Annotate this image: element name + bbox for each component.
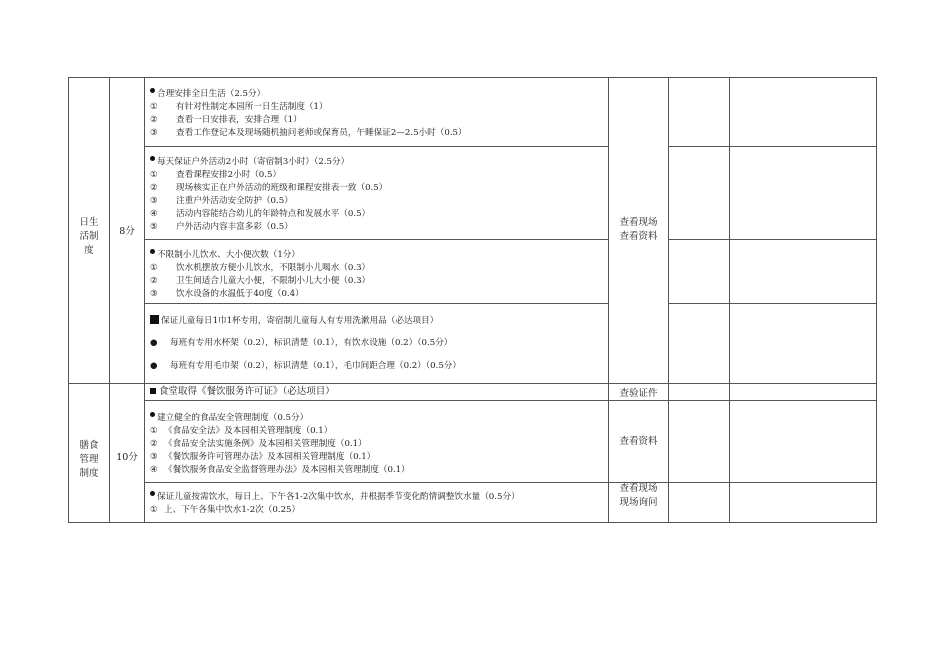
category-meal-management bbox=[69, 439, 109, 481]
table-border-bottom bbox=[68, 522, 877, 523]
item-title: 保证儿童每日1巾1杯专用，寄宿制儿童每人有专用洗漱用品（必达项目） bbox=[161, 316, 439, 326]
item-line: 卫生间适合儿童大小便，不限制小儿大小便（0.3） bbox=[176, 276, 371, 286]
item-line: 每班有专用毛巾架（0.2），标识清楚（0.1），毛巾间距合理（0.2）（0.5分） bbox=[170, 361, 461, 371]
item-number: ① bbox=[150, 505, 158, 515]
bullet-icon bbox=[150, 412, 155, 417]
item-number: ① bbox=[150, 263, 158, 273]
item-number: ④ bbox=[150, 465, 158, 475]
item-number: ⑤ bbox=[150, 222, 158, 232]
score-daily-schedule: 8分 bbox=[119, 226, 135, 237]
item-line: 《食品安全法实施条例》及本园相关管理制度（0.1） bbox=[164, 439, 367, 449]
item-outdoor-activity bbox=[150, 156, 605, 234]
row-divider-1a bbox=[144, 146, 608, 147]
item-line: 上、下午各集中饮水1-2次（0.25） bbox=[164, 505, 301, 515]
table-border-right bbox=[876, 77, 877, 523]
table-border-top bbox=[68, 77, 877, 78]
item-number: ④ bbox=[150, 209, 158, 219]
col-divider-5 bbox=[729, 77, 730, 523]
item-number: ① bbox=[150, 426, 158, 436]
item-line: 《餐饮服务许可管理办法》及本园相关管理制度（0.1） bbox=[164, 452, 376, 462]
item-title: 保证儿童按需饮水，每日上、下午各1-2次集中饮水，并根据季节变化酌情调整饮水量（0.5分） bbox=[157, 492, 520, 502]
bullet-icon bbox=[150, 249, 155, 254]
square-bullet-icon bbox=[150, 388, 156, 394]
method-daily-schedule: 查看现场 查看资料 bbox=[619, 217, 658, 242]
item-number: ● bbox=[150, 361, 158, 371]
item-number: ③ bbox=[150, 196, 158, 206]
item-number: ② bbox=[150, 439, 158, 449]
item-drinking-water bbox=[150, 491, 605, 517]
score-meal-management: 10分 bbox=[116, 452, 138, 463]
item-line: 户外活动内容丰富多彩（0.5） bbox=[176, 222, 293, 232]
row-divider-1b bbox=[668, 146, 877, 147]
item-towel-cup bbox=[150, 315, 605, 373]
item-line: 现场核实正在户外活动的班级和课程安排表一致（0.5） bbox=[176, 183, 388, 193]
item-daily-routine bbox=[150, 88, 605, 140]
item-line: 活动内容能结合幼儿的年龄特点和发展水平（0.5） bbox=[176, 209, 371, 219]
item-number: ② bbox=[150, 183, 158, 193]
item-title: 建立健全的食品安全管理制度（0.5分） bbox=[157, 413, 309, 423]
evaluation-table bbox=[68, 77, 877, 523]
bullet-icon bbox=[150, 88, 155, 93]
item-title: 食堂取得《餐饮服务许可证》（必达项目） bbox=[159, 386, 335, 397]
item-food-safety-rules bbox=[150, 412, 605, 477]
item-number: ③ bbox=[150, 128, 158, 138]
item-number: ③ bbox=[150, 289, 158, 299]
item-catering-license bbox=[150, 385, 605, 398]
item-title: 合理安排全日生活（2.5分） bbox=[157, 89, 266, 99]
method-license: 查验证件 bbox=[619, 388, 658, 399]
row-divider-6 bbox=[144, 482, 877, 483]
category-text: 膳食管理制度 bbox=[79, 440, 99, 479]
category-text: 日生活制度 bbox=[79, 217, 99, 256]
square-bullet-icon bbox=[150, 315, 159, 324]
row-divider-2a bbox=[144, 239, 608, 240]
method-food-safety: 查看资料 bbox=[619, 436, 658, 447]
row-divider-2b bbox=[668, 239, 877, 240]
item-line: 《食品安全法》及本园相关管理制度（0.1） bbox=[164, 426, 333, 436]
item-line: 饮水机摆放方便小儿饮水，不限制小儿喝水（0.3） bbox=[176, 263, 371, 273]
item-number: ① bbox=[150, 102, 158, 112]
item-line: 注重户外活动安全防护（0.5） bbox=[176, 196, 293, 206]
item-number: ③ bbox=[150, 452, 158, 462]
bullet-icon bbox=[150, 156, 155, 161]
item-line: 每班有专用水杯架（0.2），标识清楚（0.1），有饮水设施（0.2）（0.5分） bbox=[170, 338, 453, 348]
col-divider-4 bbox=[668, 77, 669, 523]
row-divider-3b bbox=[668, 303, 877, 304]
col-divider-2 bbox=[144, 77, 145, 523]
item-line: 饮水设备的水温低于40度（0.4） bbox=[176, 289, 304, 299]
section-divider bbox=[68, 383, 877, 384]
item-number: ② bbox=[150, 276, 158, 286]
item-title: 每天保证户外活动2小时（寄宿制3小时）（2.5分） bbox=[157, 157, 350, 167]
item-number: ② bbox=[150, 115, 158, 125]
bullet-icon bbox=[150, 491, 155, 496]
item-line: 查看工作登记本及现场随机抽问老师或保育员，午睡保证2—2.5小时（0.5） bbox=[176, 128, 467, 138]
col-divider-3 bbox=[608, 77, 609, 523]
category-daily-schedule bbox=[69, 216, 109, 258]
item-title: 不限制小儿饮水、大小便次数（1分） bbox=[157, 250, 300, 260]
row-divider-5 bbox=[144, 400, 877, 401]
item-number: ① bbox=[150, 170, 158, 180]
item-line: 查看一日安排表，安排合理（1） bbox=[176, 115, 302, 125]
item-line: 《餐饮服务食品安全监督管理办法》及本园相关管理制度（0.1） bbox=[164, 465, 410, 475]
row-divider-3a bbox=[144, 303, 608, 304]
item-line: 查看课程安排2小时（0.5） bbox=[176, 170, 282, 180]
item-line: 有针对性制定本园所一日生活制度（1） bbox=[176, 102, 328, 112]
item-drinking-toilet bbox=[150, 249, 605, 303]
item-number: ● bbox=[150, 338, 158, 348]
method-drinking-water: 查看现场 现场询问 bbox=[619, 483, 658, 508]
